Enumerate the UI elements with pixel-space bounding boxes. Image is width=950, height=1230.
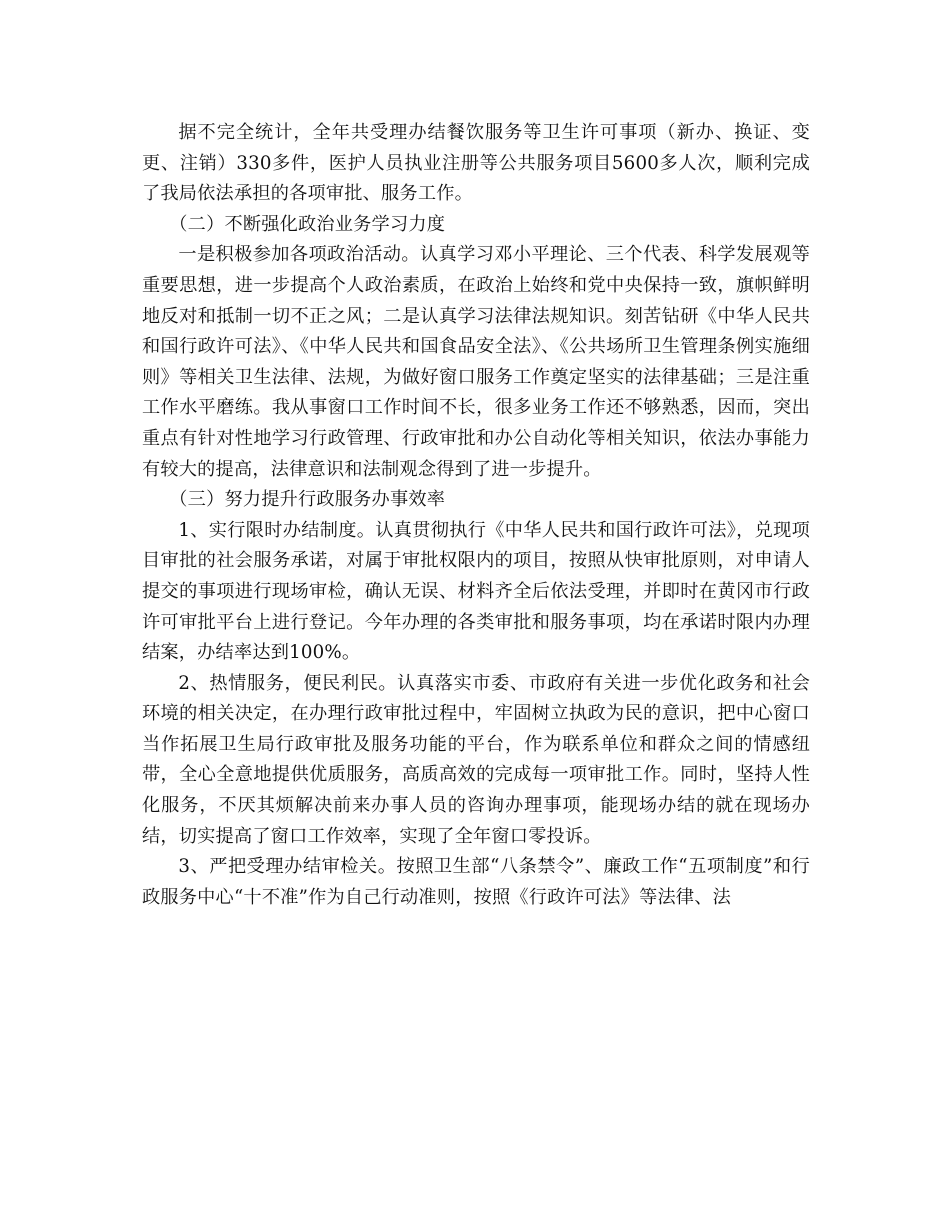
- paragraph-item-3: 3、严把受理办结审检关。按照卫生部“八条禁令”、廉政工作“五项制度”和行政服务中心“十不准”作为自己行动准则，按照《行政许可法》等法律、法: [142, 856, 810, 908]
- section-heading-3: （三）努力提升行政服务办事效率: [169, 489, 446, 511]
- paragraph-statistics: 据不完全统计，全年共受理办结餐饮服务等卫生许可事项（新办、换证、变更、注销）330多件，医护人员执业注册等公共服务项目5600多人次，顺利完成了我局依法承担的各项审批、服务工作。: [142, 122, 810, 205]
- paragraph-item-1: 1、实行限时办结制度。认真贯彻执行《中华人民共和国行政许可法》，兑现项目审批的社会服务承诺，对属于审批权限内的项目，按照从快审批原则，对申请人提交的事项进行现场审检，确认无误、材料齐全后依法受理，并即时在黄冈市行政许可审批平台上进行登记。今年办理的各类审批和服务事项，均在承诺时限内办理结案，办结率达到100%。: [142, 519, 810, 664]
- paragraph-item-2: 2、热情服务，便民利民。认真落实市委、市政府有关进一步优化政务和社会环境的相关决定，在办理行政审批过程中，牢固树立执政为民的意识，把中心窗口当作拓展卫生局行政审批及服务功能的平台，作为联系单位和群众之间的情感纽带，全心全意地提供优质服务，高质高效的完成每一项审批工作。同时，坚持人性化服务，不厌其烦解决前来办事人员的咨询办理事项，能现场办结的就在现场办结，切实提高了窗口工作效率，实现了全年窗口零投诉。: [142, 672, 810, 847]
- section-heading-2: （二）不断强化政治业务学习力度: [169, 213, 446, 235]
- document-body: [142, 118, 810, 913]
- paragraph-study: 一是积极参加各项政治活动。认真学习邓小平理论、三个代表、科学发展观等重要思想，进一步提高个人政治素质，在政治上始终和党中央保持一致，旗帜鲜明地反对和抵制一切不正之风；二是认真学习法律法规知识。刻苦钻研《中华人民共和国行政许可法》、《中华人民共和国食品安全法》、《公共场所卫生管理条例实施细则》等相关卫生法律、法规，为做好窗口服务工作奠定坚实的法律基础；三是注重工作水平磨练。我从事窗口工作时间不长，很多业务工作还不够熟悉，因而，突出重点有针对性地学习行政管理、行政审批和办公自动化等相关知识，依法办事能力有较大的提高，法律意识和法制观念得到了进一步提升。: [142, 244, 810, 480]
